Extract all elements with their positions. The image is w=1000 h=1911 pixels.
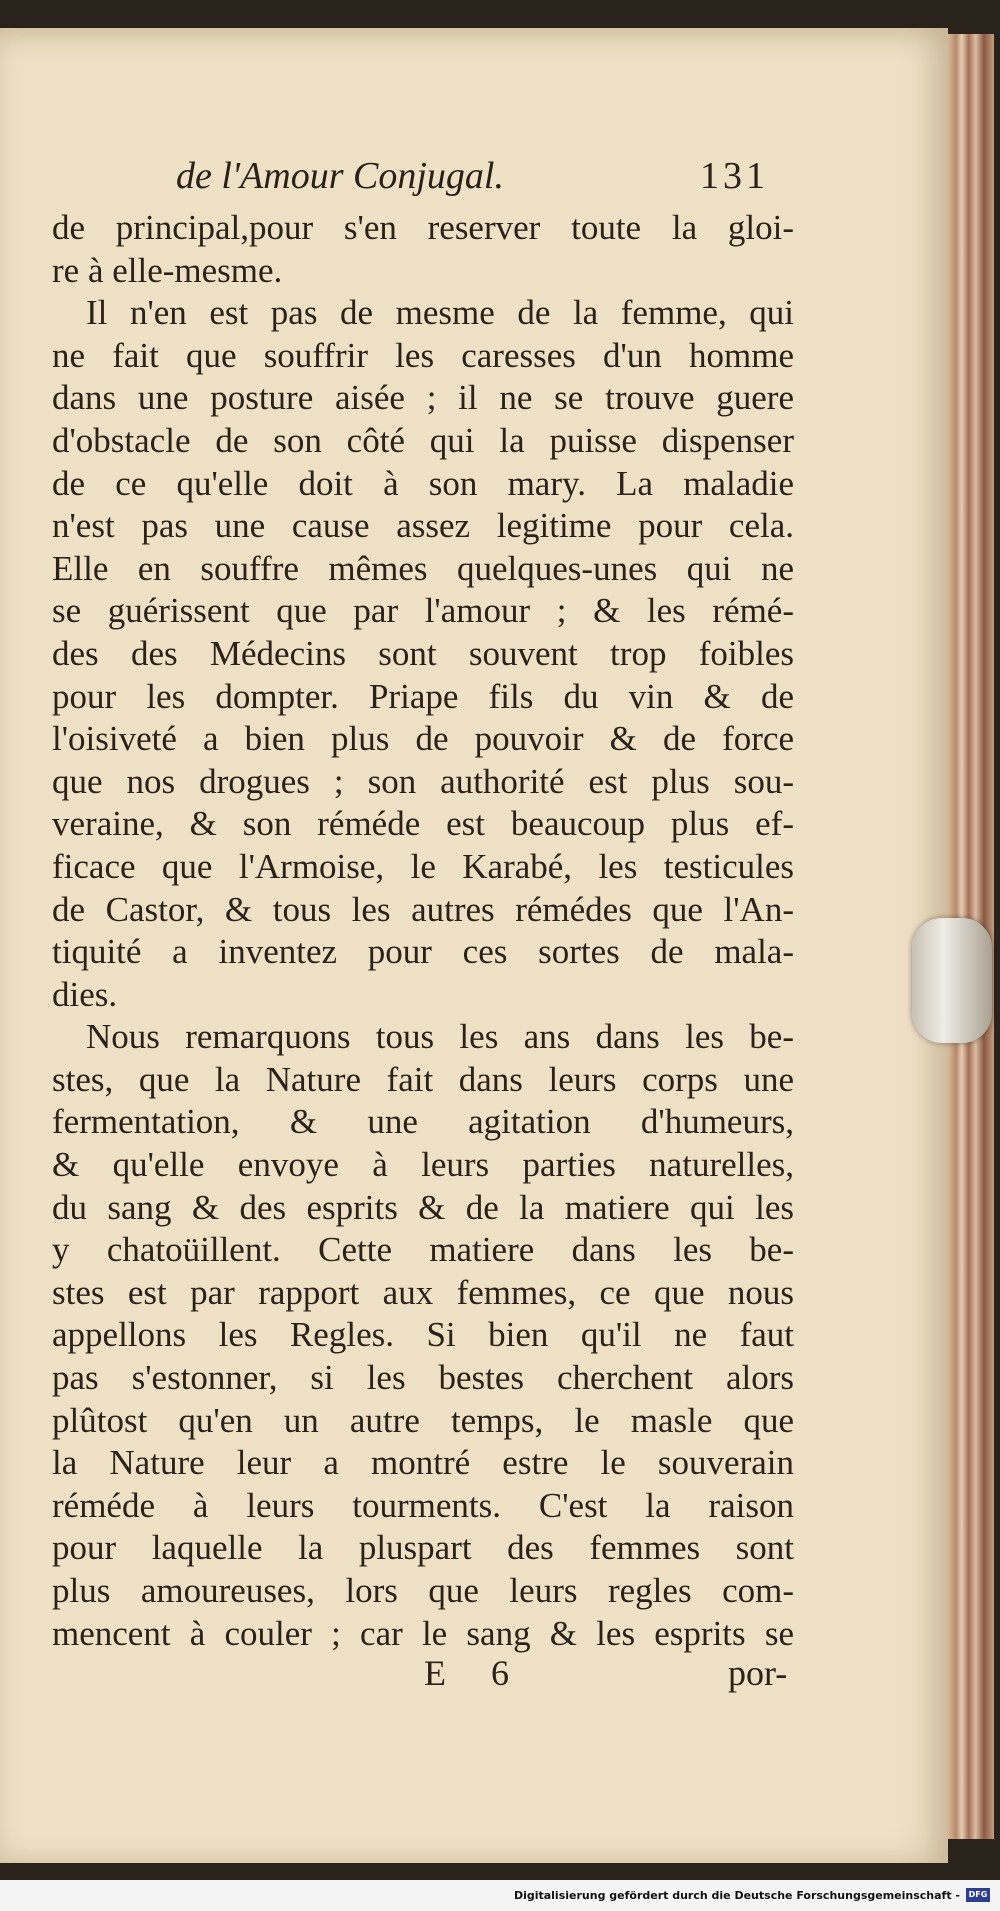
text-line: dies.: [52, 974, 118, 1014]
text-line: stes, que la Nature fait dans leurs corps une: [52, 1059, 794, 1099]
text-line: que nos drogues ; son authorité est plus sou-: [52, 761, 794, 801]
text-line: re à elle-mesme.: [52, 250, 283, 290]
text-line: fermentation, & une agitation d'humeurs,: [52, 1102, 794, 1142]
body-text: [52, 207, 794, 1655]
text-line: de Castor, & tous les autres rémédes que l'An-: [52, 889, 794, 929]
text-line: plus amoureuses, lors que leurs regles com-: [52, 1571, 794, 1610]
book-clasp: [912, 918, 992, 1043]
text-line: appellons les Regles. Si bien qu'il ne faut: [52, 1315, 794, 1355]
text-line: d'obstacle de son côté qui la puisse dispenser: [52, 420, 794, 460]
text-line: Elle en souffre mêmes quelques-unes qui ne: [52, 548, 794, 588]
text-line: l'oisiveté a bien plus de pouvoir & de force: [52, 719, 794, 759]
text-line: la Nature leur a montré estre le souverain: [52, 1443, 794, 1483]
text-line: Il n'en est pas de mesme de la femme, qui: [86, 293, 794, 333]
text-line: pour les dompter. Priape fils du vin & de: [52, 676, 794, 716]
page-number: 131: [700, 155, 769, 197]
text-line: se guérissent que par l'amour ; & les rémé-: [52, 591, 794, 631]
running-title: de l'Amour Conjugal.: [176, 155, 504, 197]
text-line: dans une posture aisée ; il ne se trouve guere: [52, 378, 794, 418]
catchword: por-: [728, 1653, 788, 1693]
text-line: & qu'elle envoye à leurs parties naturelles,: [52, 1145, 794, 1185]
text-line: ficace que l'Armoise, le Karabé, les testicules: [52, 846, 794, 886]
text-line: n'est pas une cause assez legitime pour cela.: [52, 506, 794, 546]
text-line: de ce qu'elle doit à son mary. La maladie: [52, 463, 794, 503]
page-footer: [0, 1652, 948, 1702]
text-line: Nous remarquons tous les ans dans les be-: [86, 1017, 794, 1057]
text-line: plûtost qu'en un autre temps, le masle que: [52, 1400, 794, 1440]
credit-bar: [0, 1880, 1000, 1911]
text-line: ne fait que souffrir les caresses d'un homme: [52, 335, 794, 375]
dfg-logo: DFG: [966, 1888, 990, 1902]
text-line: pas s'estonner, si les bestes cherchent alors: [52, 1358, 794, 1398]
text-line: tiquité a inventez pour ces sortes de mala-: [52, 932, 794, 972]
text-line: stes est par rapport aux femmes, ce que nous: [52, 1272, 794, 1312]
signature-mark: E 6: [424, 1653, 527, 1693]
text-line: veraine, & son réméde est beaucoup plus ef-: [52, 804, 794, 844]
page-header: [0, 154, 948, 204]
text-line: réméde à leurs tourments. C'est la raison: [52, 1485, 794, 1525]
text-line: mencent à couler ; car le sang & les esprits se: [52, 1613, 794, 1653]
text-line: de principal,pour s'en reserver toute la gloi-: [52, 208, 794, 247]
text-line: y chatoüillent. Cette matiere dans les be-: [52, 1230, 794, 1270]
funding-credit: Digitalisierung gefördert durch die Deutsche Forschungsgemeinschaft -: [513, 1889, 960, 1902]
text-line: du sang & des esprits & de la matiere qui les: [52, 1187, 794, 1227]
text-line: des des Médecins sont souvent trop foibles: [52, 633, 794, 673]
text-line: pour laquelle la pluspart des femmes sont: [52, 1528, 794, 1568]
